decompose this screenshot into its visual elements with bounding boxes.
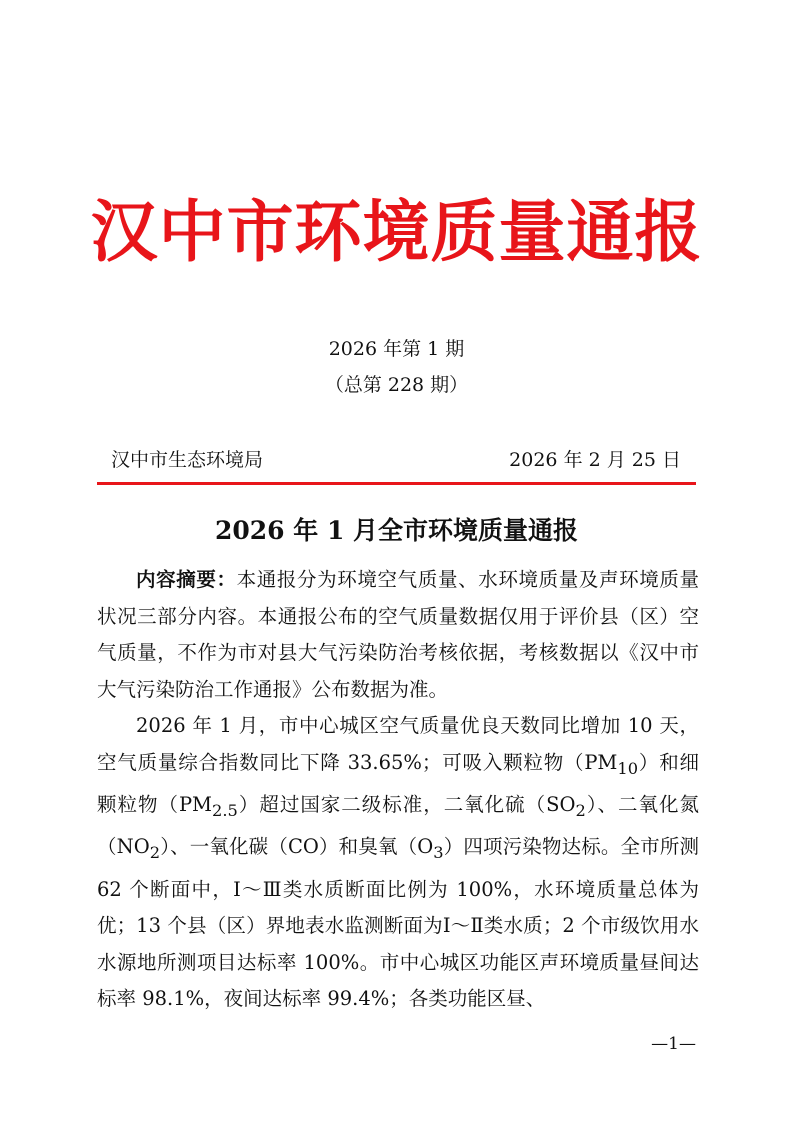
page-number: —1— — [651, 1034, 696, 1054]
summary-text-part: ）和细颗粒物（PM — [97, 750, 699, 816]
issue-number: 2026 年第 1 期 — [328, 338, 465, 360]
summary-text-part: 2026 年 1 月，市中心城区空气质量优良天数同比增加 10 天，空气质量综合指数同比下降 33.65%；可吸入颗粒物（PM — [97, 714, 699, 774]
summary-text-part: ）、一氧化碳（CO）和臭氧（O — [160, 835, 434, 859]
abstract-label: 内容摘要： — [136, 568, 237, 591]
masthead-title: 汉中市环境质量通报 — [90, 192, 703, 271]
summary-paragraph — [97, 708, 699, 1018]
summary-text-part: ）四项污染物达标。全市所测 62 个断面中，Ⅰ～Ⅲ类水质断面比例为 100%，水环境质量总体为优；13 个县（区）界地表水监测断面为Ⅰ～Ⅱ类水质；2 个市级饮用水水源地所测项目达标率 100%。市中心城区功能区声环境质量昼间达标率 98.1%，夜间达标率 99.4%；各类功能区昼、 — [97, 835, 699, 1011]
issue-total-number: （总第 228 期） — [324, 374, 469, 396]
no2-subscript: 2 — [149, 843, 161, 863]
red-divider-rule — [97, 482, 696, 485]
pm25-subscript: 2.5 — [212, 800, 238, 820]
so2-subscript: 2 — [575, 800, 586, 820]
abstract-text: 本通报分为环境空气质量、水环境质量及声环境质量状况三部分内容。本通报公布的空气质量数据仅用于评价县（区）空气质量，不作为市对县大气污染防治考核依据，考核数据以《汉中市大气污染防治工作通报》公布数据为准。 — [97, 568, 699, 701]
document-body — [97, 562, 699, 1018]
summary-text-part: ）、二氧化氮（NO — [97, 792, 699, 859]
document-title: 2026 年 1 月全市环境质量通报 — [214, 516, 579, 545]
pm10-subscript: 10 — [617, 758, 639, 778]
issuing-authority: 汉中市生态环境局 — [111, 449, 264, 471]
summary-text-part: ）超过国家二级标准，二氧化硫（SO — [237, 792, 576, 816]
abstract-paragraph — [97, 562, 699, 708]
issue-date: 2026 年 2 月 25 日 — [509, 449, 681, 471]
o3-subscript: 3 — [433, 843, 444, 863]
